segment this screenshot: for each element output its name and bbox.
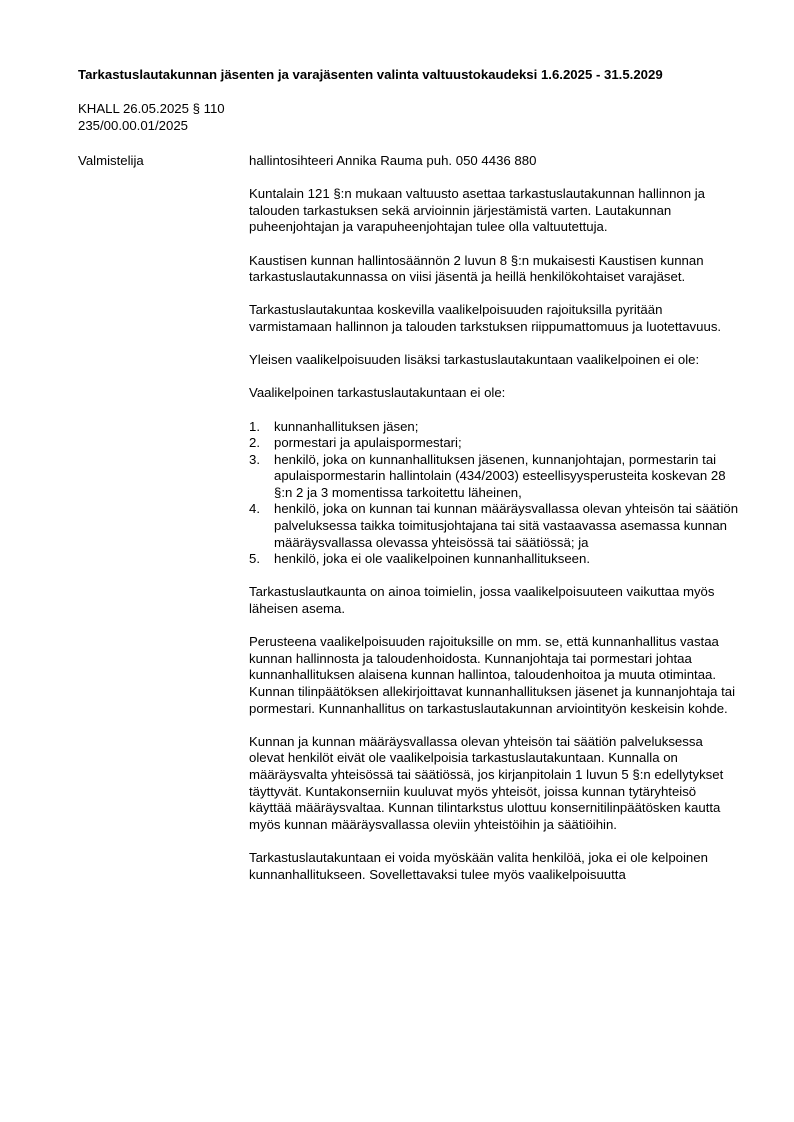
list-number: 3. bbox=[249, 451, 260, 467]
list-number: 2. bbox=[249, 435, 260, 451]
list-text: kunnanhallituksen jäsen; bbox=[274, 418, 419, 434]
meeting-reference: KHALL 26.05.2025 § 110 bbox=[78, 101, 225, 116]
preparer-label: Valmistelija bbox=[78, 153, 144, 168]
list-number: 5. bbox=[249, 551, 260, 567]
list-item bbox=[249, 551, 739, 568]
list-text: pormestari ja apulaispormestari; bbox=[274, 435, 462, 451]
paragraph: Tarkastuslautakuntaa koskevilla vaalikelpoisuuden rajoituksilla pyritään varmistamaan hallinnon ja talouden tarkstuksen riippumattomuus ja luotettavuus. bbox=[249, 302, 722, 334]
list-text: henkilö, joka on kunnan tai kunnan määräysvallassa olevan yhteisön tai säätiön palveluksessa taikka toimitusjohtajana tai sitä vastaavassa asemassa kunnan määräysvallassa olevassa yhteisössä tai säätiössä; ja bbox=[274, 501, 739, 550]
document-title: Tarkastuslautakunnan jäsenten ja varajäsenten valinta valtuustokaudeksi 1.6.2025 - 31.5.2029 bbox=[78, 67, 663, 82]
list-number: 4. bbox=[249, 501, 260, 517]
eligibility-list bbox=[249, 419, 739, 568]
paragraph: Tarkastuslautkaunta on ainoa toimielin, jossa vaalikelpoisuuteen vaikuttaa myös läheisen asema. bbox=[249, 584, 715, 617]
preparer-value: hallintosihteeri Annika Rauma puh. 050 4436 880 bbox=[249, 153, 537, 168]
list-text: henkilö, joka ei ole vaalikelpoinen kunnanhallitukseen. bbox=[274, 551, 590, 567]
list-text: henkilö, joka on kunnanhallituksen jäsenen, kunnanjohtajan, pormestarin tai apulaispormestarin hallintolain (434/2003) esteellisyysperusteita koskevan 28 §:n 2 ja 3 momentissa tarkoitettu läheinen, bbox=[274, 451, 726, 500]
paragraph: Tarkastuslautakuntaan ei voida myöskään valita henkilöä, joka ei ole kelpoinen kunnanhallitukseen. Sovellettavaksi tulee myös vaalikelpoisuutta bbox=[249, 849, 708, 882]
list-item bbox=[249, 452, 739, 502]
document-body bbox=[249, 153, 739, 883]
list-item bbox=[249, 435, 739, 452]
list-item bbox=[249, 501, 739, 551]
paragraph: Yleisen vaalikelpoisuuden lisäksi tarkastuslautakuntaan vaalikelpoinen ei ole: bbox=[249, 352, 700, 368]
list-number: 1. bbox=[249, 418, 260, 434]
list-item bbox=[249, 419, 739, 436]
paragraph: Kaustisen kunnan hallintosäännön 2 luvun 8 §:n mukaisesti Kaustisen kunnan tarkastuslautakunnassa on viisi jäsentä ja heillä henkilökohtaiset varajäset. bbox=[249, 252, 704, 285]
list-intro: Vaalikelpoinen tarkastuslautakuntaan ei ole: bbox=[249, 385, 506, 401]
meeting-meta bbox=[78, 101, 225, 134]
paragraph: Kuntalain 121 §:n mukaan valtuusto asettaa tarkastuslautakunnan hallinnon ja talouden tarkastuksen sekä arvioinnin järjestämistä varten. Lautakunnan puheenjohtajan ja varapuheenjohtajan tulee olla valtuutettuja. bbox=[249, 186, 706, 235]
paragraph: Kunnan ja kunnan määräysvallassa olevan yhteisön tai säätiön palveluksessa olevat henkilöt eivät ole vaalikelpoisia tarkastuslautakuntaan. Kunnalla on määräysvalta yhteisössä tai säätiössä, jos kirjanpitolain 1 luvun 5 §:n edellytykset täyttyvät. Kuntakonserniin kuuluvat myös yhteisöt, joissa kunnan tytäryhteisö käyttää määräysvaltaa. Kunnan tilintarkstus ulottuu konsernitilinpäätösken kautta myös kunnan määräysvallassa oleviin yhteistöihin ja säätiöihin. bbox=[249, 733, 724, 832]
paragraph: Perusteena vaalikelpoisuuden rajoituksille on mm. se, että kunnanhallitus vastaa kunnan hallinnosta ja taloudenhoidosta. Kunnanjohtaja tai pormestari johtaa kunnanhallituksen alaisena kunnan hallintoa, taloudenhoitoa ja muuta otimintaa. Kunnan tilinpäätöksen allekirjoittavat kunnanhallituksen jäsenet ja kunnanjohtaja tai pormestari. Kunnanhallitus on tarkastuslautakunnan arviointityön keskeisin kohde. bbox=[249, 634, 736, 716]
record-number: 235/00.00.01/2025 bbox=[78, 117, 189, 133]
